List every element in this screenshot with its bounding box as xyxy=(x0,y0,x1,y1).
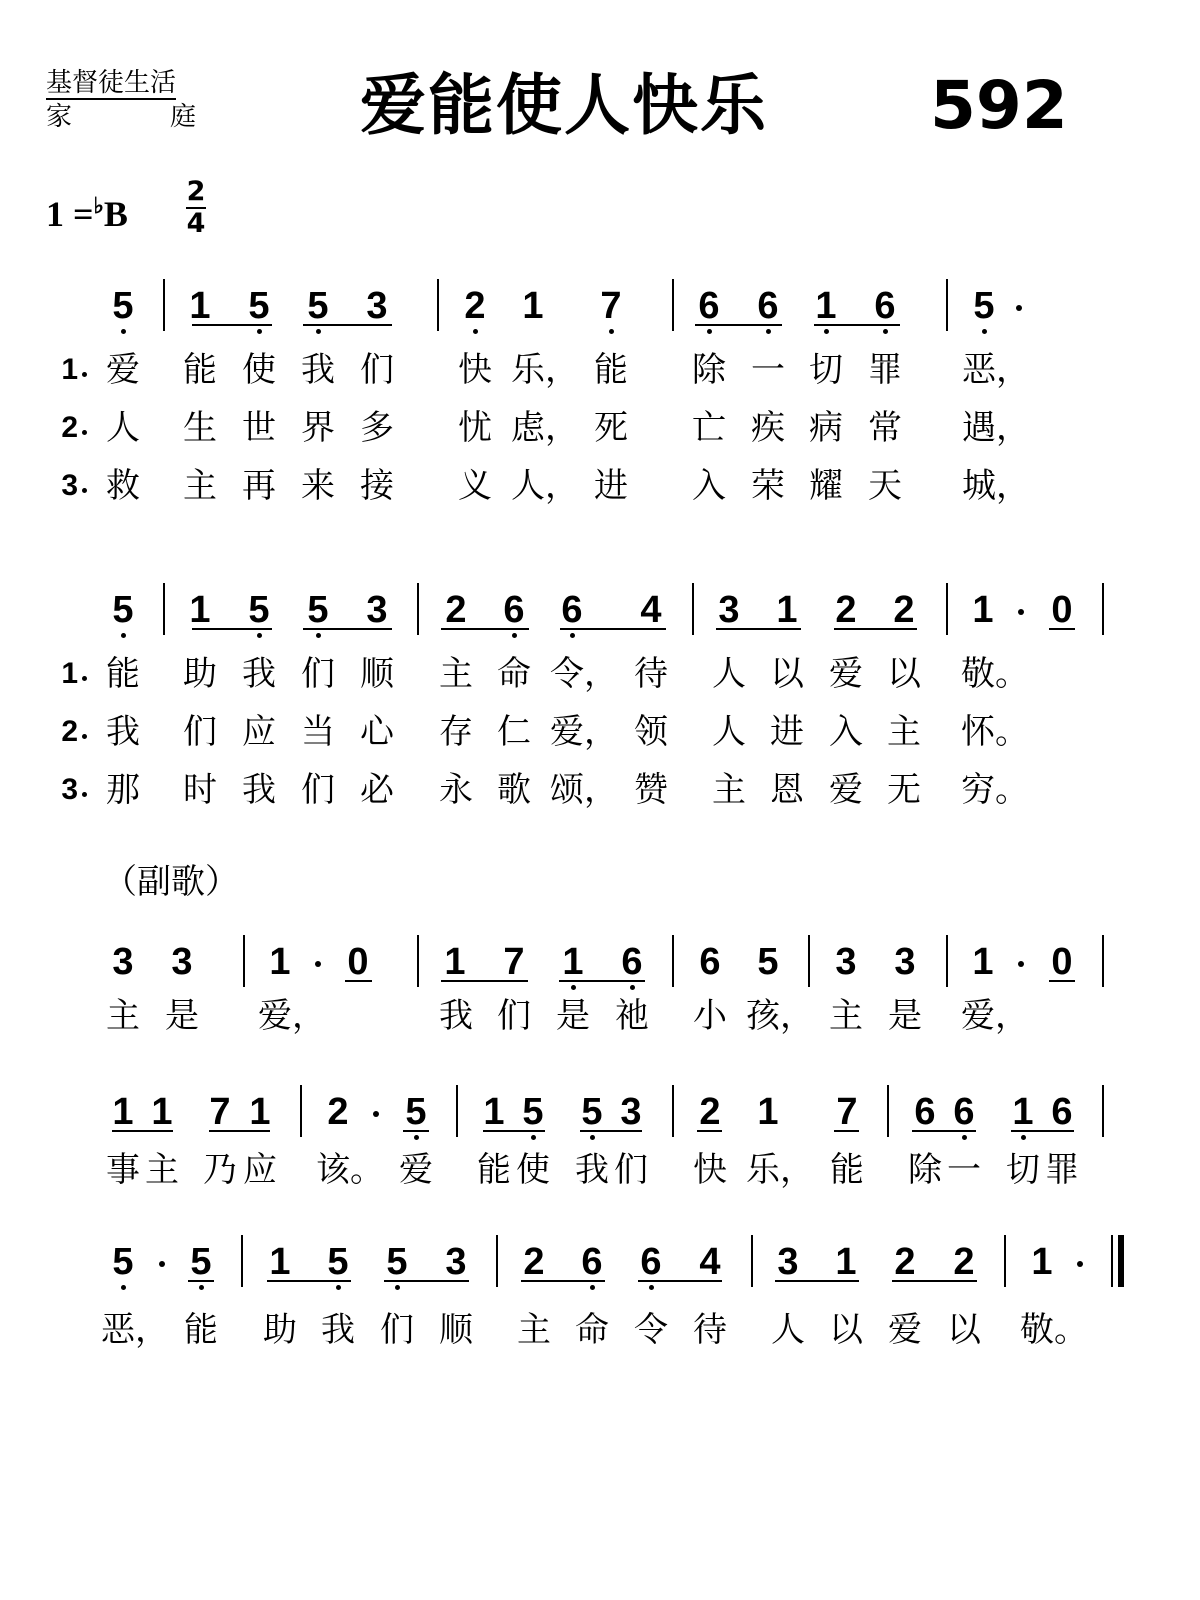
barline xyxy=(417,935,419,987)
note: 2 xyxy=(445,589,467,631)
note: 2 xyxy=(327,1091,349,1133)
beam-underline xyxy=(775,1280,859,1282)
key-prefix: 1 = xyxy=(46,194,94,234)
beam-underline xyxy=(192,324,272,326)
augmentation-dot xyxy=(1016,305,1022,311)
lyric-syllable: 遇， xyxy=(962,408,1030,448)
note: 1 xyxy=(522,285,544,327)
refrain-label: （副歌） xyxy=(103,862,239,902)
lyric-syllable: 是 xyxy=(165,996,199,1036)
lyric-syllable: 孩， xyxy=(746,996,814,1036)
lyric-syllable: 快 xyxy=(693,1150,727,1190)
beam-underline xyxy=(834,628,917,630)
note: 5 xyxy=(298,588,338,632)
note: 1 xyxy=(269,1241,291,1283)
barline xyxy=(672,1085,674,1137)
note: 5 xyxy=(572,1090,612,1134)
note: 3 xyxy=(620,1091,642,1133)
lyric-syllable: 主 xyxy=(439,654,473,694)
time-numerator: 2 xyxy=(186,176,206,207)
barline xyxy=(241,1235,243,1287)
beam-underline xyxy=(814,324,900,326)
lyric-syllable: 待 xyxy=(634,654,668,694)
barline xyxy=(751,1235,753,1287)
lyric-syllable: 小 xyxy=(693,996,727,1036)
note: 6 xyxy=(1051,1091,1073,1133)
lyric-syllable: 主 xyxy=(517,1310,551,1350)
note: 1 xyxy=(972,941,994,983)
beam-underline xyxy=(345,980,372,982)
note: 6 xyxy=(494,588,534,632)
lyric-syllable: 亡 xyxy=(692,408,726,448)
barline xyxy=(300,1085,302,1137)
lyric-syllable: 罪 xyxy=(1045,1150,1079,1190)
note: 1 xyxy=(483,1091,505,1133)
note: 7 xyxy=(836,1091,858,1133)
key-signature xyxy=(46,186,128,234)
subcategory-char-right: 庭 xyxy=(169,102,196,132)
note: 1 xyxy=(444,941,466,983)
note: 1 xyxy=(806,284,846,328)
lyric-syllable: 们 xyxy=(301,770,335,810)
lyric-syllable: 爱 xyxy=(888,1310,922,1350)
note: 3 xyxy=(366,589,388,631)
barline xyxy=(163,279,165,331)
note: 7 xyxy=(503,941,525,983)
note: 5 xyxy=(239,284,279,328)
lyric-syllable: 我 xyxy=(242,770,276,810)
note: 2 xyxy=(893,589,915,631)
lyric-syllable: 切 xyxy=(1006,1150,1040,1190)
augmentation-dot xyxy=(159,1261,165,1267)
note: 1 xyxy=(776,589,798,631)
beam-underline xyxy=(188,1280,214,1282)
note: 6 xyxy=(748,284,788,328)
lyric-syllable: 来 xyxy=(301,466,335,506)
lyric-syllable: 能 xyxy=(184,1310,218,1350)
note: 0 xyxy=(347,941,369,983)
note: 5 xyxy=(377,1240,417,1284)
lyric-syllable: 乐， xyxy=(511,350,579,390)
lyric-syllable: 主 xyxy=(887,712,921,752)
lyric-syllable: 义 xyxy=(458,466,492,506)
lyric-syllable: 人 xyxy=(106,408,140,448)
lyric-syllable: 歌 xyxy=(497,770,531,810)
barline xyxy=(163,583,165,635)
lyric-syllable: 进 xyxy=(770,712,804,752)
lyric-syllable: 爱， xyxy=(550,712,618,752)
lyric-syllable: 恩 xyxy=(770,770,804,810)
lyric-syllable: 我 xyxy=(106,712,140,752)
lyric-syllable: 能 xyxy=(594,350,628,390)
beam-underline xyxy=(192,628,272,630)
lyric-syllable: 虑， xyxy=(511,408,579,448)
note: 7 xyxy=(209,1091,231,1133)
lyric-syllable: 能 xyxy=(183,350,217,390)
lyric-syllable: 赞 xyxy=(634,770,668,810)
beam-underline xyxy=(716,628,801,630)
note: 6 xyxy=(552,588,592,632)
lyric-syllable: 心 xyxy=(360,712,394,752)
lyric-syllable: 城， xyxy=(962,466,1030,506)
lyric-syllable: 切 xyxy=(809,350,843,390)
lyric-syllable: 是 xyxy=(556,996,590,1036)
lyric-syllable: 一 xyxy=(947,1150,981,1190)
lyric-syllable: 爱 xyxy=(829,770,863,810)
augmentation-dot xyxy=(1018,961,1024,967)
note: 1 xyxy=(1003,1090,1043,1134)
subcategory-char-left: 家 xyxy=(46,102,73,132)
lyric-syllable: 使 xyxy=(242,350,276,390)
lyric-syllable: 仁 xyxy=(497,712,531,752)
note: 1 xyxy=(112,1091,134,1133)
lyric-syllable: 敬。 xyxy=(1020,1310,1088,1350)
note: 4 xyxy=(699,1241,721,1283)
beam-underline xyxy=(209,1130,270,1132)
lyric-syllable: 能 xyxy=(106,654,140,694)
lyric-syllable: 爱 xyxy=(829,654,863,694)
beam-underline xyxy=(521,1280,605,1282)
note: 6 xyxy=(631,1240,671,1284)
note: 6 xyxy=(944,1090,984,1134)
lyric-syllable: 命 xyxy=(575,1310,609,1350)
lyric-syllable: 们 xyxy=(614,1150,648,1190)
time-denominator: 4 xyxy=(186,208,206,239)
note: 3 xyxy=(718,589,740,631)
beam-underline xyxy=(912,1130,976,1132)
note: 5 xyxy=(964,284,1004,328)
lyric-syllable: 敬。 xyxy=(961,654,1029,694)
beam-underline xyxy=(112,1130,173,1132)
beam-underline xyxy=(483,1130,545,1132)
lyric-syllable: 那 xyxy=(106,770,140,810)
lyric-syllable: 主 xyxy=(183,466,217,506)
lyric-syllable: 入 xyxy=(692,466,726,506)
barline xyxy=(946,279,948,331)
lyric-syllable: 我 xyxy=(575,1150,609,1190)
lyric-syllable: 爱 xyxy=(106,350,140,390)
note: 5 xyxy=(103,588,143,632)
note: 1 xyxy=(1031,1241,1053,1283)
note: 3 xyxy=(445,1241,467,1283)
lyric-syllable: 助 xyxy=(263,1310,297,1350)
note: 2 xyxy=(523,1241,545,1283)
lyric-syllable: 罪 xyxy=(868,350,902,390)
note: 2 xyxy=(953,1241,975,1283)
lyric-syllable: 世 xyxy=(242,408,276,448)
lyric-syllable: 颂， xyxy=(550,770,618,810)
lyric-syllable: 除 xyxy=(908,1150,942,1190)
beam-underline xyxy=(560,628,666,630)
beam-underline xyxy=(638,1280,722,1282)
lyric-syllable: 多 xyxy=(360,408,394,448)
beam-underline xyxy=(1011,1130,1074,1132)
beam-underline xyxy=(441,628,529,630)
barline xyxy=(672,279,674,331)
lyric-syllable: 主 xyxy=(145,1150,179,1190)
note: 5 xyxy=(103,284,143,328)
note: 1 xyxy=(189,285,211,327)
lyric-syllable: 死 xyxy=(594,408,628,448)
beam-underline xyxy=(695,324,782,326)
lyric-syllable: 使 xyxy=(516,1150,550,1190)
lyric-syllable: 主 xyxy=(829,996,863,1036)
note: 3 xyxy=(112,941,134,983)
note: 1 xyxy=(553,940,593,984)
lyric-syllable: 是 xyxy=(888,996,922,1036)
note: 0 xyxy=(1051,941,1073,983)
lyric-syllable: 进 xyxy=(594,466,628,506)
lyric-syllable: 无 xyxy=(887,770,921,810)
lyric-syllable: 快 xyxy=(458,350,492,390)
lyric-syllable: 乐， xyxy=(746,1150,814,1190)
lyric-syllable: 令， xyxy=(550,654,618,694)
note: 4 xyxy=(640,589,662,631)
beam-underline xyxy=(441,980,528,982)
note: 6 xyxy=(699,941,721,983)
note: 2 xyxy=(699,1091,721,1133)
lyric-syllable: 我 xyxy=(321,1310,355,1350)
barline xyxy=(672,935,674,987)
verse-number: 3 xyxy=(52,466,78,506)
note: 1 xyxy=(757,1091,779,1133)
beam-underline xyxy=(1049,980,1075,982)
final-barline-thick xyxy=(1118,1235,1124,1287)
lyric-syllable: 荣 xyxy=(751,466,785,506)
lyric-syllable: 令 xyxy=(634,1310,668,1350)
lyric-syllable: 存 xyxy=(439,712,473,752)
lyric-syllable: 们 xyxy=(380,1310,414,1350)
note: 6 xyxy=(689,284,729,328)
lyric-syllable: 救 xyxy=(106,466,140,506)
note: 5 xyxy=(757,941,779,983)
lyric-syllable: 穷。 xyxy=(961,770,1029,810)
note: 7 xyxy=(591,284,631,328)
barline xyxy=(946,583,948,635)
flat-sign: ♭ xyxy=(93,193,104,218)
lyric-syllable: 我 xyxy=(301,350,335,390)
lyric-syllable: 领 xyxy=(634,712,668,752)
lyric-syllable: 祂 xyxy=(615,996,649,1036)
barline xyxy=(887,1085,889,1137)
lyric-syllable: 助 xyxy=(183,654,217,694)
lyric-syllable: 再 xyxy=(242,466,276,506)
note: 1 xyxy=(189,589,211,631)
beam-underline xyxy=(403,1130,429,1132)
lyric-syllable: 该。 xyxy=(316,1150,384,1190)
lyric-syllable: 以 xyxy=(887,654,921,694)
note: 5 xyxy=(103,1240,143,1284)
barline xyxy=(692,583,694,635)
note: 3 xyxy=(835,941,857,983)
note: 5 xyxy=(318,1240,358,1284)
beam-underline xyxy=(267,1280,351,1282)
note: 5 xyxy=(181,1240,221,1284)
lyric-syllable: 待 xyxy=(693,1310,727,1350)
beam-underline xyxy=(580,1130,642,1132)
note: 5 xyxy=(396,1090,436,1134)
lyric-syllable: 应 xyxy=(242,712,276,752)
note: 6 xyxy=(865,284,905,328)
note: 6 xyxy=(914,1091,936,1133)
lyric-syllable: 顺 xyxy=(360,654,394,694)
lyric-syllable: 顺 xyxy=(439,1310,473,1350)
note: 3 xyxy=(366,285,388,327)
note: 6 xyxy=(572,1240,612,1284)
lyric-syllable: 们 xyxy=(183,712,217,752)
lyric-syllable: 能 xyxy=(477,1150,511,1190)
note: 1 xyxy=(835,1241,857,1283)
lyric-syllable: 天 xyxy=(868,466,902,506)
time-signature xyxy=(186,178,206,238)
category-label: 基督徒生活 xyxy=(46,68,177,98)
augmentation-dot xyxy=(1018,609,1024,615)
beam-underline xyxy=(559,980,645,982)
lyric-syllable: 时 xyxy=(183,770,217,810)
augmentation-dot xyxy=(315,961,321,967)
barline xyxy=(1102,1085,1104,1137)
key-tonic: B xyxy=(103,194,128,234)
note: 3 xyxy=(777,1241,799,1283)
lyric-syllable: 们 xyxy=(360,350,394,390)
lyric-syllable: 怀。 xyxy=(961,712,1029,752)
beam-underline xyxy=(834,1130,859,1132)
lyric-syllable: 入 xyxy=(829,712,863,752)
note: 2 xyxy=(835,589,857,631)
note: 1 xyxy=(269,941,291,983)
beam-underline xyxy=(1049,628,1075,630)
lyric-syllable: 们 xyxy=(301,654,335,694)
verse-number: 1 xyxy=(52,350,78,390)
lyric-syllable: 应 xyxy=(243,1150,277,1190)
verse-number: 2 xyxy=(52,712,78,752)
lyric-syllable: 事 xyxy=(106,1150,140,1190)
hymn-title: 爱能使人快乐 xyxy=(360,67,768,144)
note: 5 xyxy=(239,588,279,632)
hymn-number: 592 xyxy=(930,67,1068,144)
augmentation-dot xyxy=(373,1111,379,1117)
lyric-syllable: 以 xyxy=(947,1310,981,1350)
lyric-syllable: 人 xyxy=(712,654,746,694)
lyric-syllable: 忧 xyxy=(458,408,492,448)
note: 6 xyxy=(612,940,652,984)
lyric-syllable: 爱 xyxy=(399,1150,433,1190)
lyric-syllable: 耀 xyxy=(809,466,843,506)
note: 0 xyxy=(1051,589,1073,631)
verse-number: 1 xyxy=(52,654,78,694)
note: 1 xyxy=(151,1091,173,1133)
beam-underline xyxy=(892,1280,977,1282)
lyric-syllable: 除 xyxy=(692,350,726,390)
lyric-syllable: 当 xyxy=(301,712,335,752)
barline xyxy=(1004,1235,1006,1287)
barline xyxy=(456,1085,458,1137)
barline xyxy=(417,583,419,635)
beam-underline xyxy=(697,1130,722,1132)
lyric-syllable: 人， xyxy=(511,466,579,506)
note: 2 xyxy=(894,1241,916,1283)
lyric-syllable: 主 xyxy=(712,770,746,810)
lyric-syllable: 主 xyxy=(106,996,140,1036)
note: 5 xyxy=(513,1090,553,1134)
lyric-syllable: 爱， xyxy=(961,996,1029,1036)
note: 1 xyxy=(249,1091,271,1133)
note: 2 xyxy=(455,284,495,328)
lyric-syllable: 以 xyxy=(829,1310,863,1350)
barline xyxy=(243,935,245,987)
barline xyxy=(496,1235,498,1287)
barline xyxy=(808,935,810,987)
augmentation-dot xyxy=(1077,1261,1083,1267)
lyric-syllable: 永 xyxy=(439,770,473,810)
note: 3 xyxy=(171,941,193,983)
note: 5 xyxy=(298,284,338,328)
lyric-syllable: 一 xyxy=(751,350,785,390)
lyric-syllable: 能 xyxy=(830,1150,864,1190)
note: 1 xyxy=(972,589,994,631)
lyric-syllable: 界 xyxy=(301,408,335,448)
barline xyxy=(1102,583,1104,635)
beam-underline xyxy=(384,1280,469,1282)
verse-number: 3 xyxy=(52,770,78,810)
final-barline-thin xyxy=(1111,1235,1113,1287)
lyric-syllable: 必 xyxy=(360,770,394,810)
lyric-syllable: 爱， xyxy=(258,996,326,1036)
note: 3 xyxy=(894,941,916,983)
beam-underline xyxy=(303,324,392,326)
lyric-syllable: 乃 xyxy=(203,1150,237,1190)
barline xyxy=(437,279,439,331)
lyric-syllable: 恶， xyxy=(101,1310,169,1350)
lyric-syllable: 我 xyxy=(242,654,276,694)
lyric-syllable: 疾 xyxy=(751,408,785,448)
lyric-syllable: 命 xyxy=(497,654,531,694)
verse-number: 2 xyxy=(52,408,78,448)
lyric-syllable: 我 xyxy=(439,996,473,1036)
lyric-syllable: 接 xyxy=(360,466,394,506)
lyric-syllable: 生 xyxy=(183,408,217,448)
lyric-syllable: 人 xyxy=(712,712,746,752)
lyric-syllable: 们 xyxy=(497,996,531,1036)
lyric-syllable: 病 xyxy=(809,408,843,448)
subcategory-label xyxy=(46,102,196,132)
beam-underline xyxy=(303,628,392,630)
lyric-syllable: 恶， xyxy=(962,350,1030,390)
barline xyxy=(1102,935,1104,987)
lyric-syllable: 常 xyxy=(868,408,902,448)
lyric-syllable: 以 xyxy=(770,654,804,694)
barline xyxy=(946,935,948,987)
lyric-syllable: 人 xyxy=(771,1310,805,1350)
